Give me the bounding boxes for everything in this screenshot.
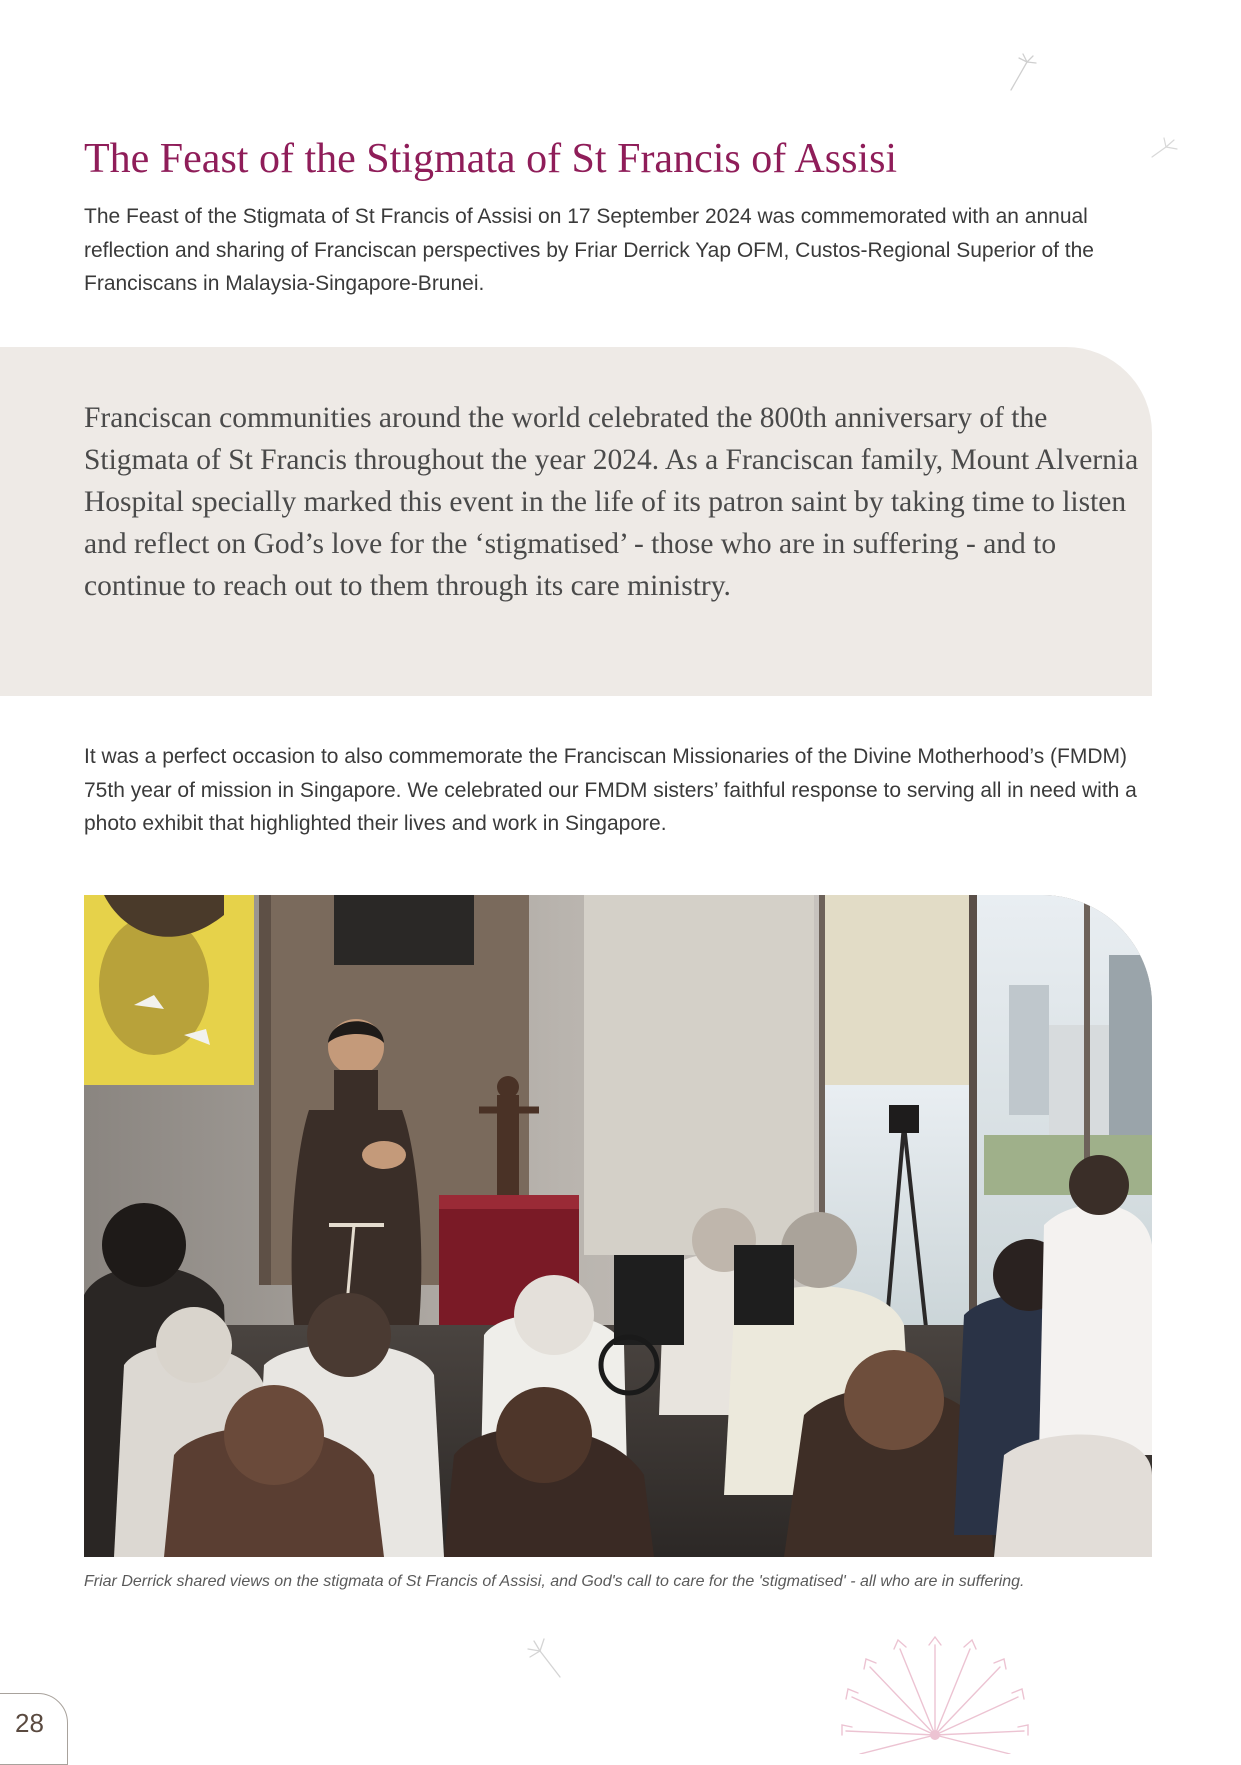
article-title: The Feast of the Stigmata of St Francis of Assisi	[84, 136, 898, 182]
photo-caption: Friar Derrick shared views on the stigmata of St Francis of Assisi, and God's call to care for the 'stigmatised' - all who are in suffering.	[84, 1573, 1025, 1590]
intro-paragraph: The Feast of the Stigmata of St Francis of Assisi on 17 September 2024 was commemorated with an annual reflection and sharing of Franciscan perspectives by Friar Derrick Yap OFM, Custos-Regional Superior of the Franciscans in Malaysia-Singapore-Brunei.	[84, 205, 1094, 295]
body-paragraph: It was a perfect occasion to also commemorate the Franciscan Missionaries of the Divine Motherhood’s (FMDM) 75th year of mission in Singapore. We celebrated our FMDM sisters’ faithful response to serving all in need with a photo exhibit that highlighted their lives and work in Singapore.	[84, 745, 1137, 835]
dandelion-seed-icon	[1150, 135, 1180, 161]
dandelion-seed-icon	[1005, 50, 1041, 94]
pull-quote: Franciscan communities around the world celebrated the 800th anniversary of the Stigmata of St Francis throughout the year 2024. As a Franciscan family, Mount Alvernia Hospital specially marked this event in the life of its patron saint by taking time to listen and reflect on God’s love for the ‘stigmatised’ - those who are in suffering - and to continue to reach out to them through its care ministry.	[84, 402, 1139, 602]
page-number: 28	[15, 1708, 44, 1738]
dandelion-flower-icon	[840, 1635, 1030, 1754]
dandelion-seed-icon	[520, 1635, 564, 1679]
event-photo	[84, 895, 1152, 1557]
